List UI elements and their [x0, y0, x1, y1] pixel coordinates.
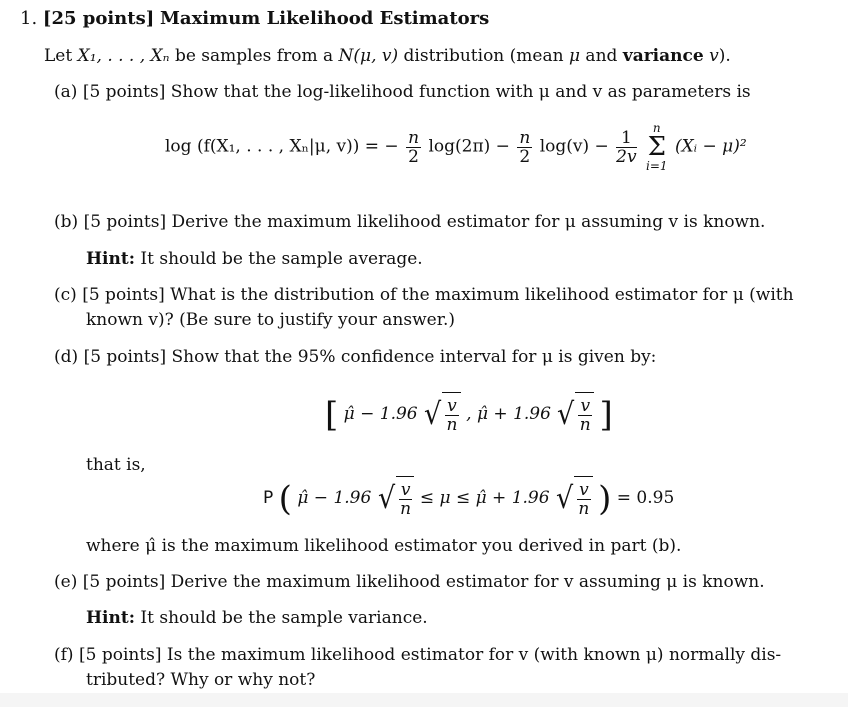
prob-mid: ≤ μ ≤ μ̂ + 1.96 — [419, 488, 550, 508]
prob-eq: = 0.95 — [616, 488, 675, 508]
sqrt-icon: √ — [557, 396, 575, 432]
log-likelihood-equation — [165, 122, 747, 172]
part-f-text-2: tributed? Why or why not? — [86, 670, 316, 690]
eq-mid-2: log(v) − — [539, 136, 609, 157]
part-f — [54, 644, 781, 666]
problem-number: 1. — [20, 8, 38, 29]
part-b-label: (b) — [54, 212, 79, 232]
hint-label: Hint: — [86, 249, 136, 269]
ci-left: μ̂ − 1.96 — [343, 404, 418, 424]
problem-points: [25 points] — [42, 8, 155, 29]
sqrt-v-over-n — [555, 476, 593, 521]
frac-num: v — [447, 396, 457, 416]
part-c-text: [5 points] What is the distribution of the maximum likelihood estimator for μ (with — [82, 285, 794, 305]
paren-open: ( — [278, 478, 292, 519]
problem-title: Maximum Likelihood Estimators — [159, 8, 490, 29]
part-f-cont — [86, 669, 315, 691]
part-a — [54, 81, 751, 103]
part-d-label: (d) — [54, 347, 79, 367]
intro-text: Let — [44, 46, 78, 66]
problem-intro — [44, 45, 731, 67]
part-a-text: [5 points] Show that the log-likelihood function with μ and v as parameters is — [82, 82, 751, 102]
part-e — [54, 571, 765, 593]
frac-num: v — [400, 480, 411, 500]
frac-den: 2 — [408, 146, 419, 167]
prob-p: P — [263, 488, 274, 508]
part-e-text: [5 points] Derive the maximum likelihood estimator for v assuming μ is known. — [82, 572, 765, 592]
fraction-n-over-2 — [406, 129, 421, 166]
sum-upper: n — [652, 121, 661, 135]
that-is-text: that is, — [86, 455, 146, 475]
frac-num: v — [580, 396, 591, 416]
hint-label: Hint: — [86, 608, 136, 628]
part-c-text-2: known v)? (Be sure to justify your answer.) — [86, 310, 456, 330]
problem-heading — [20, 8, 489, 30]
frac-num: v — [579, 480, 589, 500]
confidence-interval — [325, 392, 613, 437]
ci-right: , μ̂ + 1.96 — [466, 404, 551, 424]
probability-statement — [263, 476, 674, 521]
part-c — [54, 284, 794, 306]
frac-num: 1 — [616, 129, 636, 148]
fraction-1-over-2v — [616, 129, 636, 166]
intro-v: v — [709, 46, 719, 66]
part-b-hint — [86, 248, 423, 270]
part-b-text: [5 points] Derive the maximum likelihood estimator for μ assuming v is known. — [83, 212, 766, 232]
sqrt-v-over-n — [423, 392, 461, 437]
hint-text: It should be the sample variance. — [135, 608, 428, 628]
paren-close: ) — [598, 478, 612, 519]
where-text — [86, 535, 681, 557]
prob-left: μ̂ − 1.96 — [297, 488, 372, 508]
intro-text: and — [580, 46, 623, 66]
part-d — [54, 346, 656, 368]
where-text-content: where μ̂ is the maximum likelihood estimator you derived in part (b). — [86, 536, 682, 556]
frac-num: n — [408, 127, 420, 148]
frac-den: n — [579, 415, 591, 435]
part-c-label: (c) — [54, 285, 77, 305]
intro-bold-variance: variance — [622, 46, 704, 66]
eq-tail: (Xᵢ − μ)² — [674, 136, 747, 157]
intro-mu: μ — [568, 46, 581, 66]
part-e-label: (e) — [54, 572, 78, 592]
sum-lower: i=1 — [646, 159, 668, 173]
frac-den: 2 — [519, 146, 531, 167]
sigma-icon: Σ — [647, 132, 666, 162]
intro-text: be samples from a — [169, 46, 339, 66]
eq-lhs: log (f(X₁, . . . , Xₙ|μ, v)) = − — [165, 136, 399, 157]
part-a-label: (a) — [54, 82, 78, 102]
frac-den: 2v — [616, 146, 637, 167]
part-d-text: [5 points] Show that the 95% confidence interval for μ is given by: — [83, 347, 657, 367]
part-b — [54, 211, 765, 233]
sqrt-icon: √ — [555, 480, 574, 516]
sqrt-icon: √ — [377, 480, 395, 516]
frac-den: n — [446, 415, 458, 435]
intro-text: ). — [718, 46, 731, 66]
part-f-label: (f) — [54, 645, 74, 665]
sqrt-v-over-n — [377, 476, 415, 521]
fraction-n-over-2-b — [517, 129, 532, 166]
bracket-open: [ — [325, 394, 339, 435]
eq-mid-1: log(2π) − — [428, 136, 510, 157]
summation-symbol — [646, 122, 668, 172]
part-e-hint — [86, 607, 428, 629]
page-bottom-edge — [0, 693, 848, 707]
intro-dist: N(μ, v) — [338, 46, 399, 66]
that-is — [86, 454, 146, 476]
frac-den: n — [578, 499, 590, 519]
intro-text: distribution (mean — [398, 46, 569, 66]
hint-text: It should be the sample average. — [135, 249, 423, 269]
part-f-text: [5 points] Is the maximum likelihood estimator for v (with known μ) normally dis- — [78, 645, 782, 665]
intro-vars: X₁, . . . , Xₙ — [77, 46, 170, 66]
frac-den: n — [400, 499, 412, 519]
sqrt-v-over-n — [556, 392, 594, 437]
part-c-cont — [86, 309, 455, 331]
bracket-close: ] — [599, 394, 613, 435]
frac-num: n — [519, 127, 531, 148]
sqrt-icon: √ — [423, 396, 442, 432]
